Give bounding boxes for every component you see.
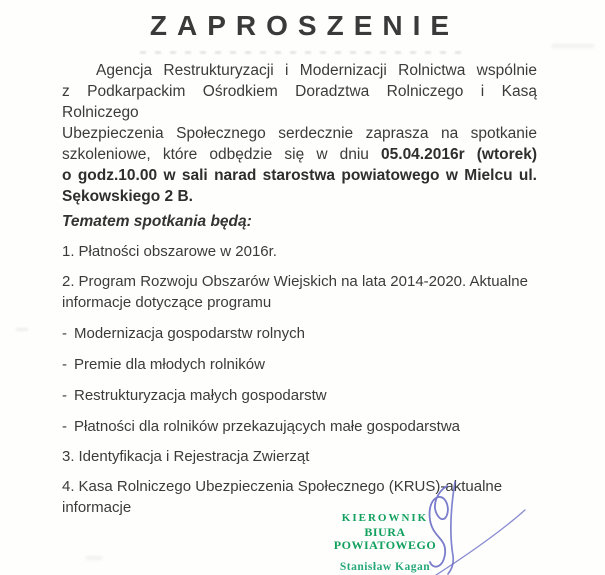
topic-subitem	[62, 385, 537, 406]
item-number: 4.	[62, 478, 75, 495]
topic-item-3	[62, 446, 537, 467]
dash-bullet: -	[62, 356, 67, 373]
stamp-role-line-1: KIEROWNIK	[341, 512, 429, 524]
stamp-signer-name: Stanisław Kagan	[339, 561, 431, 573]
scan-smudge	[86, 556, 102, 560]
topic-item-4	[62, 476, 537, 518]
intro-line: o godz.10.00 w sali narad starostwa powiatowego w Mielcu ul.	[62, 167, 537, 184]
item-number: 1.	[62, 243, 75, 260]
topics-heading: Tematem spotkania będą:	[62, 213, 252, 230]
intro-line: Sękowskiego 2 B.	[62, 188, 193, 205]
item-text: Premie dla młodych rolników	[74, 356, 265, 373]
item-number: 2.	[62, 273, 75, 290]
item-text: Płatności obszarowe w 2016r.	[78, 243, 277, 260]
document-title: ZAPROSZENIE	[149, 10, 460, 41]
scan-smudge	[16, 328, 28, 331]
item-text: Identyfikacja i Rejestracja Zwierząt	[78, 448, 310, 465]
intro-line: z Podkarpackim Ośrodkiem Doradztwa Rolniczego i Kasą Rolniczego	[62, 83, 537, 121]
intro-line: Agencja Restrukturyzacji i Modernizacji Rolnictwa wspólnie	[96, 62, 537, 79]
dash-bullet: -	[62, 387, 67, 404]
intro-line: szkoleniowe, które odbędzie się w dniu 05.04.2016r (wtorek)	[62, 146, 538, 163]
topic-subitem	[62, 416, 537, 437]
dash-bullet: -	[62, 325, 67, 342]
stamp-role-line-2: BIURA POWIATOWEGO	[333, 525, 437, 552]
dash-bullet: -	[62, 418, 67, 435]
scan-smudge	[140, 51, 470, 54]
topic-subitem	[62, 354, 537, 375]
item-number: 3.	[62, 448, 75, 465]
topic-item-1	[62, 241, 537, 262]
item-text: Restrukturyzacja małych gospodarstw	[74, 387, 327, 404]
item-text: Kasa Rolniczego Ubezpieczenia Społecznego (KRUS)-aktualne informacje	[62, 478, 503, 516]
item-text: Modernizacja gospodarstw rolnych	[74, 325, 305, 342]
item-text: Płatności dla rolników przekazujących małe gospodarstwa	[74, 418, 461, 435]
topic-item-2	[62, 271, 537, 313]
intro-paragraph	[62, 60, 537, 207]
office-stamp	[318, 512, 452, 574]
intro-line: Ubezpieczenia Społecznego serdecznie zaprasza na spotkanie	[62, 125, 537, 142]
topic-subitem	[62, 323, 537, 344]
item-text: Program Rozwoju Obszarów Wiejskich na lata 2014-2020. Aktualne informacje dotyczące programu	[62, 273, 528, 311]
scan-smudge	[552, 44, 594, 48]
